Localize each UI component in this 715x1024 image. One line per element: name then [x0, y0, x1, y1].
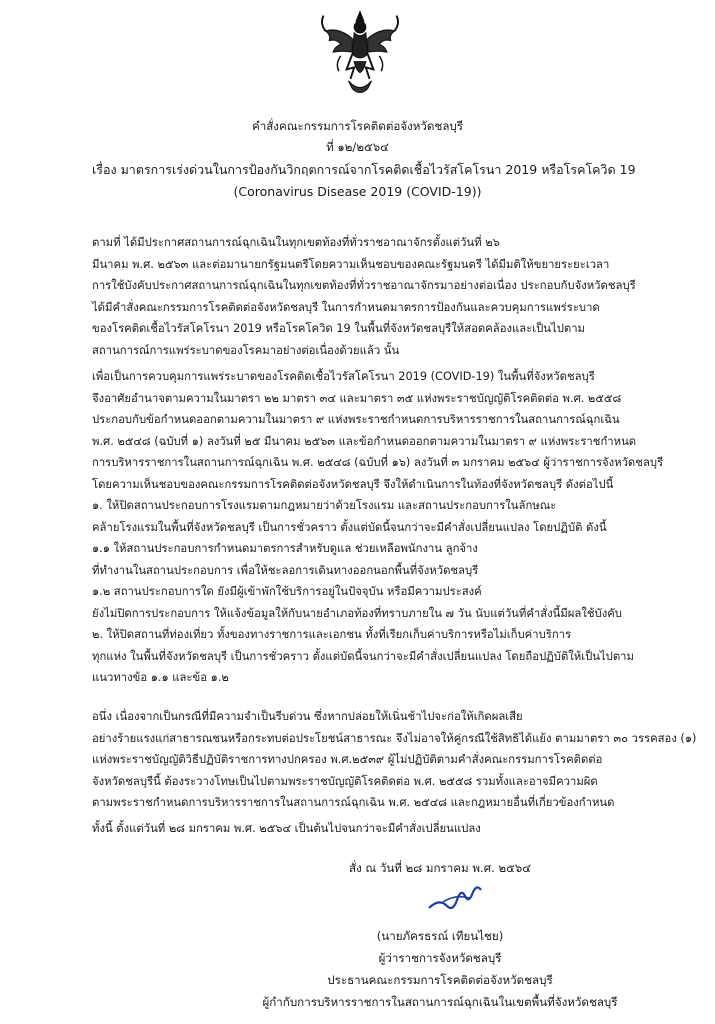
paragraph-line: พ.ศ. ๒๕๔๘ (ฉบับที่ ๑) ลงวันที่ ๒๕ มีนาคม ๒๕๖๓ และข้อกำหนดออกตามความในมาตรา ๙ แห่งพระราชกำหนด: [92, 434, 637, 448]
paragraph-line: ได้มีคำสั่งคณะกรรมการโรคติดต่อจังหวัดชลบุรี ในการกำหนดมาตรการป้องกันและควบคุมการแพร่ระบาด: [92, 300, 600, 314]
paragraph-line: ๒. ให้ปิดสถานที่ท่องเที่ยว ทั้งของทางราชการและเอกชน ทั้งที่เรียกเก็บค่าบริการหรือไม่เก็บค่าบริการ: [92, 628, 572, 641]
order-date-line: สั่ง ณ วันที่ ๒๘ มกราคม พ.ศ. ๒๕๖๔: [349, 861, 531, 875]
paragraph-line: การใช้บังคับประกาศสถานการณ์ฉุกเฉินในทุกเขตท้องที่ทั่วราชอาณาจักรมาอย่างต่อเนื่อง ประกอบกับจังหวัดชลบุรี: [92, 279, 636, 292]
paragraph-line: ประกอบกับข้อกำหนดออกตามความในมาตรา ๙ แห่งพระราชกำหนดการบริหารราชการในสถานการณ์ฉุกเฉิน: [92, 413, 620, 426]
paragraph-line: แห่งพระราชบัญญัติวิธีปฏิบัติราชการทางปกครอง พ.ศ.๒๕๓๙ ผู้ไม่ปฏิบัติตามคำสั่งคณะกรรมการโรคติดต่อ: [92, 753, 603, 766]
paragraph-line: สถานการณ์การแพร่ระบาดของโรคมาอย่างต่อเนื่องด้วยแล้ว นั้น: [92, 343, 400, 357]
signer-position-chairman: ประธานคณะกรรมการโรคติดต่อจังหวัดชลบุรี: [327, 973, 553, 987]
paragraph-line: อย่างร้ายแรงแก่สาธารณชนหรือกระทบต่อประโยชน์สาธารณะ จึงไม่อาจให้คู่กรณีใช้สิทธิได้แย้ง ตามมาตรา ๓๐ วรรคสอง (๑): [92, 731, 697, 745]
paragraph-line: คล้ายโรงแรมในพื้นที่จังหวัดชลบุรี เป็นการชั่วคราว ตั้งแต่บัดนี้จนกว่าจะมีคำสั่งเปลี่ยนแปลง โดยปฏิบัติ ดังนี้: [92, 520, 607, 534]
paragraph-urgency: [92, 706, 697, 814]
signer-name: (นายภัครธรณ์ เทียนไชย): [376, 929, 504, 943]
order-subject: เรื่อง มาตรการเร่งด่วนในการป้องกันวิกฤตการณ์จากโรคติดเชื้อไวรัสโคโรนา 2019 หรือโรคโควิด 19: [92, 162, 636, 177]
paragraph-line: ๑.๒ สถานประกอบการใด ยังมีผู้เข้าพักใช้บริการอยู่ในปัจจุบัน หรือมีความประสงค์: [92, 585, 482, 598]
paragraph-line: เพื่อเป็นการควบคุมการแพร่ระบาดของโรคติดเชื้อไวรัสโคโรนา 2019 (COVID-19) ในพื้นที่จังหวัดชลบุรี: [92, 370, 595, 383]
handwritten-signature: [425, 876, 485, 916]
signer-position-governor: ผู้ว่าราชการจังหวัดชลบุรี: [378, 951, 502, 965]
paragraph-line: มีนาคม พ.ศ. ๒๕๖๓ และต่อมานายกรัฐมนตรีโดยความเห็นชอบของคณะรัฐมนตรี ได้มีมติให้ขยายระยะเวลา: [92, 257, 610, 271]
order-number: ที่ ๑๒/๒๕๖๔: [326, 140, 389, 154]
paragraph-line: ที่ทำงานในสถานประกอบการ เพื่อให้ชะลอการเดินทางออกนอกพื้นที่จังหวัดชลบุรี: [92, 563, 479, 577]
paragraph-measures: [92, 366, 664, 689]
paragraph-line: โดยความเห็นชอบของคณะกรรมการโรคติดต่อจังหวัดชลบุรี จึงให้ดำเนินการในท้องที่จังหวัดชลบุรี ดังต่อไปนี้: [92, 477, 614, 491]
paragraph-line: ของโรคติดเชื้อไวรัสโคโรนา 2019 หรือโรคโควิด 19 ในพื้นที่จังหวัดชลบุรีให้สอดคล้องและเป็นไปตาม: [92, 322, 586, 335]
paragraph-line: การบริหารราชการในสถานการณ์ฉุกเฉิน พ.ศ. ๒๕๔๘ (ฉบับที่ ๑๖) ลงวันที่ ๓ มกราคม ๒๕๖๔ ผู้ว่าราชการจังหวัดชลบุรี: [92, 456, 664, 469]
paragraph-effective-date: [92, 818, 632, 840]
paragraph-line: อนึ่ง เนื่องจากเป็นกรณีที่มีความจำเป็นรีบด่วน ซึ่งหากปล่อยให้เนิ่นช้าไปจะก่อให้เกิดผลเสีย: [92, 710, 523, 723]
paragraph-line: ตามที่ ได้มีประกาศสถานการณ์ฉุกเฉินในทุกเขตท้องที่ทั่วราชอาณาจักรตั้งแต่วันที่ ๒๖: [92, 236, 500, 249]
paragraph-line: แนวทางข้อ ๑.๑ และข้อ ๑.๒: [92, 671, 229, 684]
paragraph-line: จึงอาศัยอำนาจตามความในมาตรา ๒๒ มาตรา ๓๔ และมาตรา ๓๕ แห่งพระราชบัญญัติโรคติดต่อ พ.ศ. ๒๕๕๘: [92, 391, 622, 405]
order-title: คำสั่งคณะกรรมการโรคติดต่อจังหวัดชลบุรี: [251, 119, 464, 133]
paragraph-line: ทั้งนี้ ตั้งแต่วันที่ ๒๘ มกราคม พ.ศ. ๒๕๖๔ เป็นต้นไปจนกว่าจะมีคำสั่งเปลี่ยนแปลง: [92, 822, 481, 835]
paragraph-line: ๑. ให้ปิดสถานประกอบการโรงแรมตามกฎหมายว่าด้วยโรงแรม และสถานประกอบการในลักษณะ: [92, 499, 557, 512]
paragraph-line: ทุกแห่ง ในพื้นที่จังหวัดชลบุรี เป็นการชั่วคราว ตั้งแต่บัดนี้จนกว่าจะมีคำสั่งเปลี่ยนแปลง โดยถือปฏิบัติให้เป็นไปตาม: [92, 649, 634, 663]
signer-position-emergency: ผู้กำกับการบริหารราชการในสถานการณ์ฉุกเฉินในเขตพื้นที่จังหวัดชลบุรี: [262, 995, 618, 1009]
paragraph-line: ตามพระราชกำหนดการบริหารราชการในสถานการณ์ฉุกเฉิน พ.ศ. ๒๕๔๘ และกฎหมายอื่นที่เกี่ยวข้องกำหนด: [92, 796, 615, 809]
paragraph-line: จังหวัดชลบุรีนี้ ต้องระวางโทษเป็นไปตามพระราชบัญญัติโรคติดต่อ พ.ศ. ๒๕๕๘ รวมทั้งและอาจมีความผิด: [92, 774, 598, 788]
garuda-emblem-icon: [312, 6, 408, 102]
paragraph-background: [92, 232, 636, 361]
order-subject-english: (Coronavirus Disease 2019 (COVID-19)): [233, 184, 482, 199]
paragraph-line: ๑.๑ ให้สถานประกอบการกำหนดมาตรการสำหรับดูแล ช่วยเหลือพนักงาน ลูกจ้าง: [92, 542, 478, 555]
paragraph-line: ยังไม่ปิดการประกอบการ ให้แจ้งข้อมูลให้กับนายอำเภอท้องที่ทราบภายใน ๗ วัน นับแต่วันที่คำสั่งนี้มีผลใช้บังคับ: [92, 606, 622, 620]
